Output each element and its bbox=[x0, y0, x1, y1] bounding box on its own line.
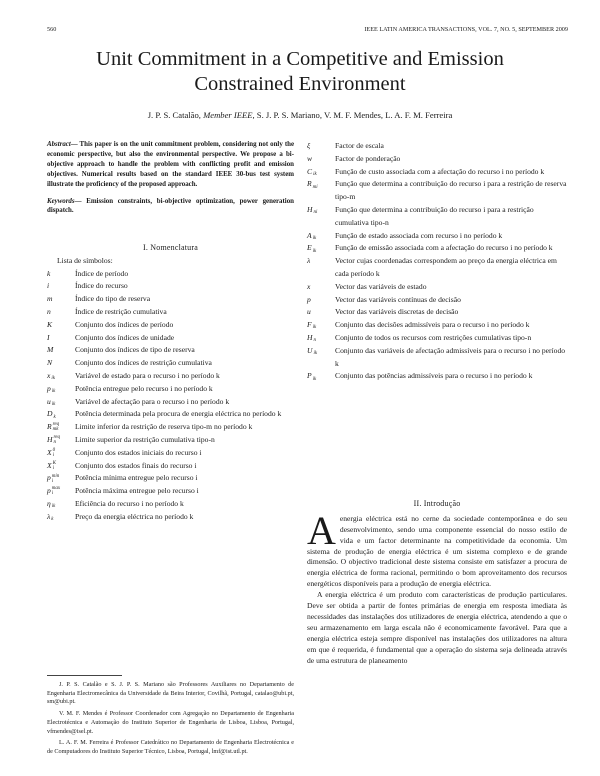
symbol: I bbox=[47, 332, 50, 342]
symbol-entry bbox=[47, 511, 294, 524]
abstract-text: — This paper is on the unit commitment problem, considering not only the economic perspective, but also the environmental perspective. We propose a bi-objective approach to handle the problem with conflicting profit and emission objectives. Numerical results based on the standard IEEE 30-bus test system illustrate the proficiency of the proposed approach. bbox=[47, 141, 294, 188]
nomenclature-heading: I. Nomenclatura bbox=[143, 243, 198, 252]
symbol: λ k bbox=[47, 511, 54, 522]
symbol-entry bbox=[307, 294, 567, 307]
symbol-entry bbox=[47, 319, 294, 332]
symbol-entry bbox=[47, 485, 294, 498]
introduction-heading: II. Introdução bbox=[413, 499, 461, 508]
symbol-description: Conjunto dos estados finais do recurso i bbox=[75, 460, 197, 470]
footnote: V. M. F. Mendes é Professor Coordenador com Agregação no Departamento de Engenharia Electrotécnica e Automação do Instituto Superior de Engenharia de Lisboa, Lisboa, Portugal, vfmendes@isel.pt. bbox=[47, 710, 294, 735]
symbol-description: Índice do tipo de reserva bbox=[75, 294, 151, 304]
symbol-description: Factor de ponderação bbox=[335, 153, 401, 163]
symbol: H req n bbox=[47, 434, 60, 446]
introduction-body bbox=[307, 507, 567, 667]
paper-title bbox=[0, 47, 600, 97]
symbol: X 0 i bbox=[47, 447, 56, 458]
symbol-entry bbox=[47, 344, 294, 357]
symbol: p bbox=[307, 294, 311, 304]
symbol-description: Conjunto dos índices de unidade bbox=[75, 332, 175, 342]
symbol: i bbox=[47, 281, 50, 291]
symbol-description: Conjunto das decisões admissíveis para o recurso i no período k bbox=[335, 320, 530, 330]
symbol: m bbox=[47, 294, 53, 304]
symbol: F ik bbox=[307, 320, 317, 331]
symbol: H n bbox=[307, 332, 316, 344]
symbol: E ik bbox=[307, 243, 317, 254]
symbol-entry bbox=[47, 306, 294, 319]
symbol-entry bbox=[47, 357, 294, 370]
symbol-description: Conjunto dos índices de restrição cumulativa bbox=[75, 358, 212, 368]
abstract bbox=[47, 140, 294, 216]
symbol: w bbox=[307, 153, 313, 163]
symbol-entry bbox=[47, 408, 294, 421]
symbol-description: Índice de restrição cumulativa bbox=[75, 306, 167, 316]
symbol-description: Conjunto dos índices de período bbox=[75, 319, 174, 329]
symbol-entry bbox=[47, 434, 294, 447]
nomenclature-section bbox=[47, 242, 294, 524]
symbol-entry bbox=[307, 140, 567, 153]
symbol-entry bbox=[307, 345, 567, 371]
introduction-section bbox=[307, 498, 567, 666]
symbol: U ik bbox=[307, 345, 318, 356]
author-1-role: Member IEEE bbox=[203, 110, 253, 120]
footnote-rule bbox=[47, 675, 122, 676]
symbol: x bbox=[307, 281, 311, 291]
symbol: k bbox=[47, 268, 51, 278]
symbol-entry bbox=[47, 460, 294, 473]
symbol: R req mk bbox=[47, 422, 60, 433]
symbol-entry bbox=[307, 255, 567, 281]
keywords-text: — Emission constraints, bi-objective optimization, power generation dispatch. bbox=[47, 197, 294, 215]
symbol: A ik bbox=[307, 230, 317, 241]
abstract-label: Abstract bbox=[47, 141, 71, 148]
symbol-description: Potência máxima entregue pelo recurso i bbox=[75, 486, 199, 496]
symbol-description: Conjunto das variáveis de afectação admissíveis para o recurso i no período k bbox=[335, 345, 566, 368]
symbol-description: Variável de afectação para o recurso i no período k bbox=[75, 396, 230, 406]
symbol-description: Conjunto dos índices de tipo de reserva bbox=[75, 345, 195, 355]
symbol-entry bbox=[47, 447, 294, 460]
author-1: J. P. S. Catalão, bbox=[147, 110, 204, 120]
symbol: u ik bbox=[47, 396, 56, 407]
symbol-entry bbox=[47, 332, 294, 345]
author-list bbox=[0, 110, 600, 120]
symbol-entry bbox=[307, 332, 567, 345]
keywords-label: Keywords bbox=[47, 197, 75, 205]
symbol-description: Índice do recurso bbox=[75, 281, 128, 291]
symbol-description: Conjunto dos estados iniciais do recurso i bbox=[75, 447, 202, 457]
symbol: D k bbox=[47, 409, 56, 420]
symbol-entry bbox=[47, 396, 294, 409]
title-line-2: Constrained Environment bbox=[194, 73, 406, 95]
symbol-description: Vector das variáveis discretas de decisão bbox=[335, 307, 459, 317]
symbol-entry bbox=[307, 230, 567, 243]
symbol-entry bbox=[307, 319, 567, 332]
symbol-description: Função de custo associada com a afectação do recurso i no período k bbox=[335, 166, 545, 176]
page-number: 560 bbox=[47, 26, 57, 33]
symbol-description: Função que determina a contribuição do recurso i para a restrição de reserva tipo-m bbox=[335, 179, 567, 202]
symbol: p max i bbox=[47, 486, 61, 497]
intro-paragraph-2: A energia eléctrica é um produto com características de produção particulares. Deve ser obtida a partir de fontes primárias de energia em resposta imediata às necessidades das instalações dos utilizadores de energia eléctrica, atendendo a que o seu armazenamento em larga escala não é economicamente favorável. Para que a energia eléctrica esteja sempre disponível nas instalações dos utilizadores na altura em que é requerida, é fundamental que a operação do sistema seja delineada através de uma estrutura de planeamento bbox=[307, 590, 567, 665]
drop-cap: A bbox=[307, 507, 336, 553]
symbol-entry bbox=[307, 178, 567, 204]
running-header: IEEE LATIN AMERICA TRANSACTIONS, VOL. 7, NO. 5, SEPTEMBER 2009 bbox=[364, 26, 568, 33]
symbol-description: Vector cujas coordenadas correspondem ao preço da energia eléctrica em cada período k bbox=[335, 256, 557, 278]
symbol: M bbox=[47, 345, 54, 355]
symbol-entry bbox=[307, 370, 567, 383]
symbol: ξ bbox=[307, 141, 311, 150]
other-authors: , S. J. P. S. Mariano, V. M. F. Mendes, L. A. F. M. Ferreira bbox=[252, 110, 453, 120]
symbol-description: Função que determina a contribuição do recurso i para a restrição cumulativa tipo-n bbox=[335, 204, 534, 227]
symbol: P ik bbox=[307, 371, 317, 382]
symbol-entry bbox=[307, 281, 567, 294]
symbol: X K i bbox=[47, 460, 56, 471]
symbol-description: Potência entregue pelo recurso i no período k bbox=[75, 383, 213, 393]
symbol: H ni bbox=[307, 204, 318, 216]
symbol-entry bbox=[47, 370, 294, 383]
footnote: J. P. S. Catalão e S. J. P. S. Mariano são Professores Auxiliares no Departamento de Engenharia Electromecânica da Universidade da Beira Interior, Covilhã, Portugal, catalao@ubi.pt, sm@ubi.pt. bbox=[47, 681, 294, 706]
symbol: η ik bbox=[47, 498, 56, 510]
symbol-entry bbox=[47, 498, 294, 511]
symbol-entry bbox=[307, 242, 567, 255]
title-line-1: Unit Commitment in a Competitive and Emission bbox=[96, 48, 504, 70]
symbol: u bbox=[307, 307, 311, 317]
symbol-description: Conjunto de todos os recursos com restrições cumulativas tipo-n bbox=[335, 332, 532, 342]
symbol-description: Preço da energia eléctrica no período k bbox=[75, 511, 194, 521]
symbol-description: Função de estado associada com recurso i no período k bbox=[335, 230, 503, 240]
symbol: p ik bbox=[47, 383, 56, 395]
symbol-description: Índice de período bbox=[75, 268, 129, 278]
symbol-entry bbox=[307, 306, 567, 319]
symbol-list-right bbox=[307, 140, 567, 383]
symbol: p min i bbox=[47, 473, 60, 484]
symbol-entry bbox=[307, 166, 567, 179]
symbol-description: Factor de escala bbox=[335, 141, 384, 150]
symbol-description: Potência mínima entregue pelo recurso i bbox=[75, 473, 198, 483]
symbol: R mi bbox=[307, 179, 318, 190]
symbol-description: Limite inferior da restrição de reserva tipo-m no período k bbox=[75, 422, 253, 432]
symbol-description: Potência determinada pela procura de energia eléctrica no período k bbox=[75, 409, 282, 419]
symbol-description: Vector das variáveis contínuas de decisão bbox=[335, 294, 461, 304]
footnote: L. A. F. M. Ferreira é Professor Catedrático no Departamento de Engenharia Electrotécnica e de Computadores do Instituto Superior Técnico, Lisboa, Portugal, lmf@ist.utl.pt. bbox=[47, 739, 294, 755]
symbol-description: Eficiência do recurso i no período k bbox=[75, 498, 184, 508]
symbol-description: Variável de estado para o recurso i no período k bbox=[75, 370, 220, 380]
symbol-entry bbox=[47, 383, 294, 396]
symbol-entry bbox=[307, 153, 567, 166]
symbol-entry bbox=[307, 204, 567, 230]
symbol: x ik bbox=[47, 370, 55, 382]
symbol-list-left bbox=[47, 268, 294, 524]
symbol-entry bbox=[47, 268, 294, 281]
intro-paragraph-1: energia eléctrica está no cerne da sociedade contemporânea e do seu desenvolvimento, sendo uma componente essencial do nosso estilo de vida e um factor determinante na competitividade da economia. Um sistema de produção de energia eléctrica é um sistema complexo e de grande dimensão. O objectivo tradicional deste sistema consiste em satisfazer a procura de energia eléctrica de forma racional, permitindo o bom aproveitamento dos recursos energéticos disponíveis para a produção de energia eléctrica. bbox=[307, 513, 567, 589]
footnotes bbox=[47, 681, 294, 757]
symbol: n bbox=[47, 306, 51, 316]
symbol: N bbox=[47, 358, 53, 368]
symbol-entry bbox=[47, 293, 294, 306]
symbol: C ik bbox=[307, 166, 317, 177]
symbol-entry bbox=[47, 472, 294, 485]
symbol-entry bbox=[47, 280, 294, 293]
symbol-list-right-container bbox=[307, 140, 567, 383]
symbol-description: Função de emissão associada com a afectação do recurso i no período k bbox=[335, 243, 553, 253]
symbol-description: Conjunto das potências admissíveis para o recurso i no período k bbox=[335, 371, 533, 381]
symbol-description: Vector das variáveis de estado bbox=[335, 281, 427, 291]
symbol: λ bbox=[307, 256, 311, 266]
symbol: K bbox=[47, 319, 53, 329]
nomenclature-intro: Lista de símbolos: bbox=[57, 255, 113, 265]
symbol-entry bbox=[47, 421, 294, 434]
symbol-description: Limite superior da restrição cumulativa tipo-n bbox=[75, 434, 215, 444]
